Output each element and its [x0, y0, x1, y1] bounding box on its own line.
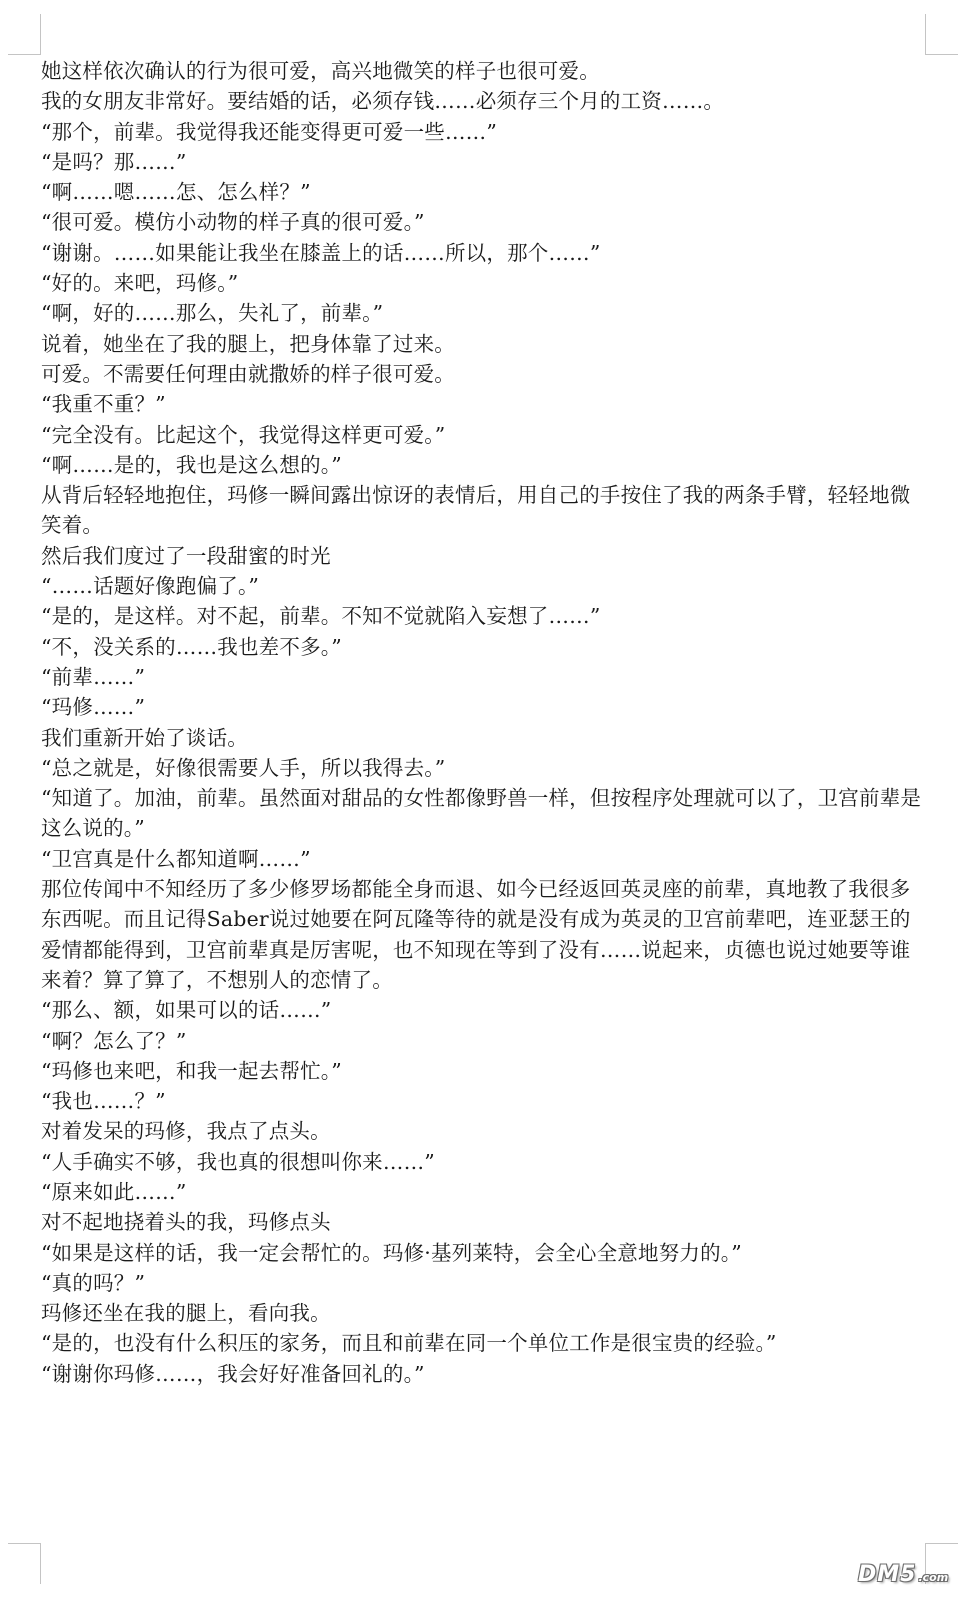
- document-body: [41, 56, 927, 1389]
- paragraph: 玛修还坐在我的腿上，看向我。: [41, 1301, 331, 1326]
- paragraph: “卫宫真是什么都知道啊……”: [41, 846, 311, 871]
- paragraph: “原来如此……”: [41, 1179, 187, 1204]
- paragraph: “谢谢你玛修……，我会好好准备回礼的。”: [41, 1361, 425, 1386]
- paragraph: 可爱。不需要任何理由就撒娇的样子很可爱。: [41, 361, 455, 386]
- margin-corner-mark-bottom-left: [8, 1543, 41, 1584]
- paragraph: “啊，好的……那么，失礼了，前辈。”: [41, 301, 384, 326]
- paragraph: “啊？怎么了？”: [41, 1028, 187, 1053]
- paragraph: “玛修也来吧，和我一起去帮忙。”: [41, 1058, 342, 1083]
- watermark-suffix: .com: [918, 1571, 949, 1584]
- paragraph: “……话题好像跑偏了。”: [41, 574, 260, 599]
- paragraph: “总之就是，好像很需要人手，所以我得去。”: [41, 755, 446, 780]
- paragraph: “不，没关系的……我也差不多。”: [41, 634, 342, 659]
- paragraph: 说着，她坐在了我的腿上，把身体靠了过来。: [41, 331, 455, 356]
- paragraph: “前辈……”: [41, 664, 146, 689]
- paragraph: 然后我们度过了一段甜蜜的时光: [41, 543, 331, 568]
- paragraph: “是吗？那……”: [41, 149, 187, 174]
- paragraph: 她这样依次确认的行为很可爱，高兴地微笑的样子也很可爱。: [41, 59, 600, 83]
- paragraph: “谢谢。……如果能让我坐在膝盖上的话……所以，那个……”: [41, 240, 601, 265]
- paragraph: 对不起地挠着头的我，玛修点头: [41, 1210, 331, 1235]
- paragraph: “真的吗？”: [41, 1270, 146, 1295]
- paragraph: “啊……是的，我也是这么想的。”: [41, 452, 342, 477]
- paragraph: 从背后轻轻地抱住，玛修一瞬间露出惊讶的表情后，用自己的手按住了我的两条手臂，轻轻地微笑着。: [41, 483, 911, 538]
- paragraph: 对着发呆的玛修，我点了点头。: [41, 1119, 331, 1144]
- paragraph: “玛修……”: [41, 695, 146, 720]
- site-watermark-logo: [858, 1562, 958, 1592]
- paragraph: “那个，前辈。我觉得我还能变得更可爱一些……”: [41, 119, 498, 144]
- paragraph: “很可爱。模仿小动物的样子真的很可爱。”: [41, 210, 425, 235]
- paragraph: “完全没有。比起这个，我觉得这样更可爱。”: [41, 422, 446, 447]
- watermark-text: DM5: [858, 1562, 917, 1587]
- paragraph: 我们重新开始了谈话。: [41, 725, 248, 750]
- paragraph: 我的女朋友非常好。要结婚的话，必须存钱……必须存三个月的工资……。: [41, 89, 725, 114]
- paragraph: “好的。来吧，玛修。”: [41, 271, 239, 296]
- paragraph: “那么、额，如果可以的话……”: [41, 998, 332, 1023]
- paragraph: “人手确实不够，我也真的很想叫你来……”: [41, 1149, 435, 1174]
- margin-corner-mark-top-left: [8, 14, 41, 55]
- paragraph: “是的，是这样。对不起，前辈。不知不觉就陷入妄想了……”: [41, 604, 601, 629]
- paragraph: “啊……嗯……怎、怎么样？”: [41, 180, 311, 205]
- paragraph: “如果是这样的话，我一定会帮忙的。玛修·基列莱特，会全心全意地努力的。”: [41, 1240, 742, 1265]
- paragraph: “我重不重？”: [41, 392, 166, 417]
- paragraph: “知道了。加油，前辈。虽然面对甜品的女性都像野兽一样，但按程序处理就可以了，卫宫前辈是这么说的。”: [41, 786, 922, 841]
- paragraph: “我也……？”: [41, 1089, 166, 1114]
- paragraph: “是的，也没有什么积压的家务，而且和前辈在同一个单位工作是很宝贵的经验。”: [41, 1331, 777, 1356]
- margin-corner-mark-top-right: [925, 14, 958, 55]
- paragraph: 那位传闻中不知经历了多少修罗场都能全身而退、如今已经返回英灵座的前辈，真地教了我很多东西呢。而且记得Saber说过她要在阿瓦隆等待的就是没有成为英灵的卫宫前辈吧，连亚瑟王的爱情都能得到，卫宫前辈真是厉害呢，也不知现在等到了没有……说起来，贞德也说过她要等谁来着？算了算了，不想别人的恋情了。: [41, 877, 911, 992]
